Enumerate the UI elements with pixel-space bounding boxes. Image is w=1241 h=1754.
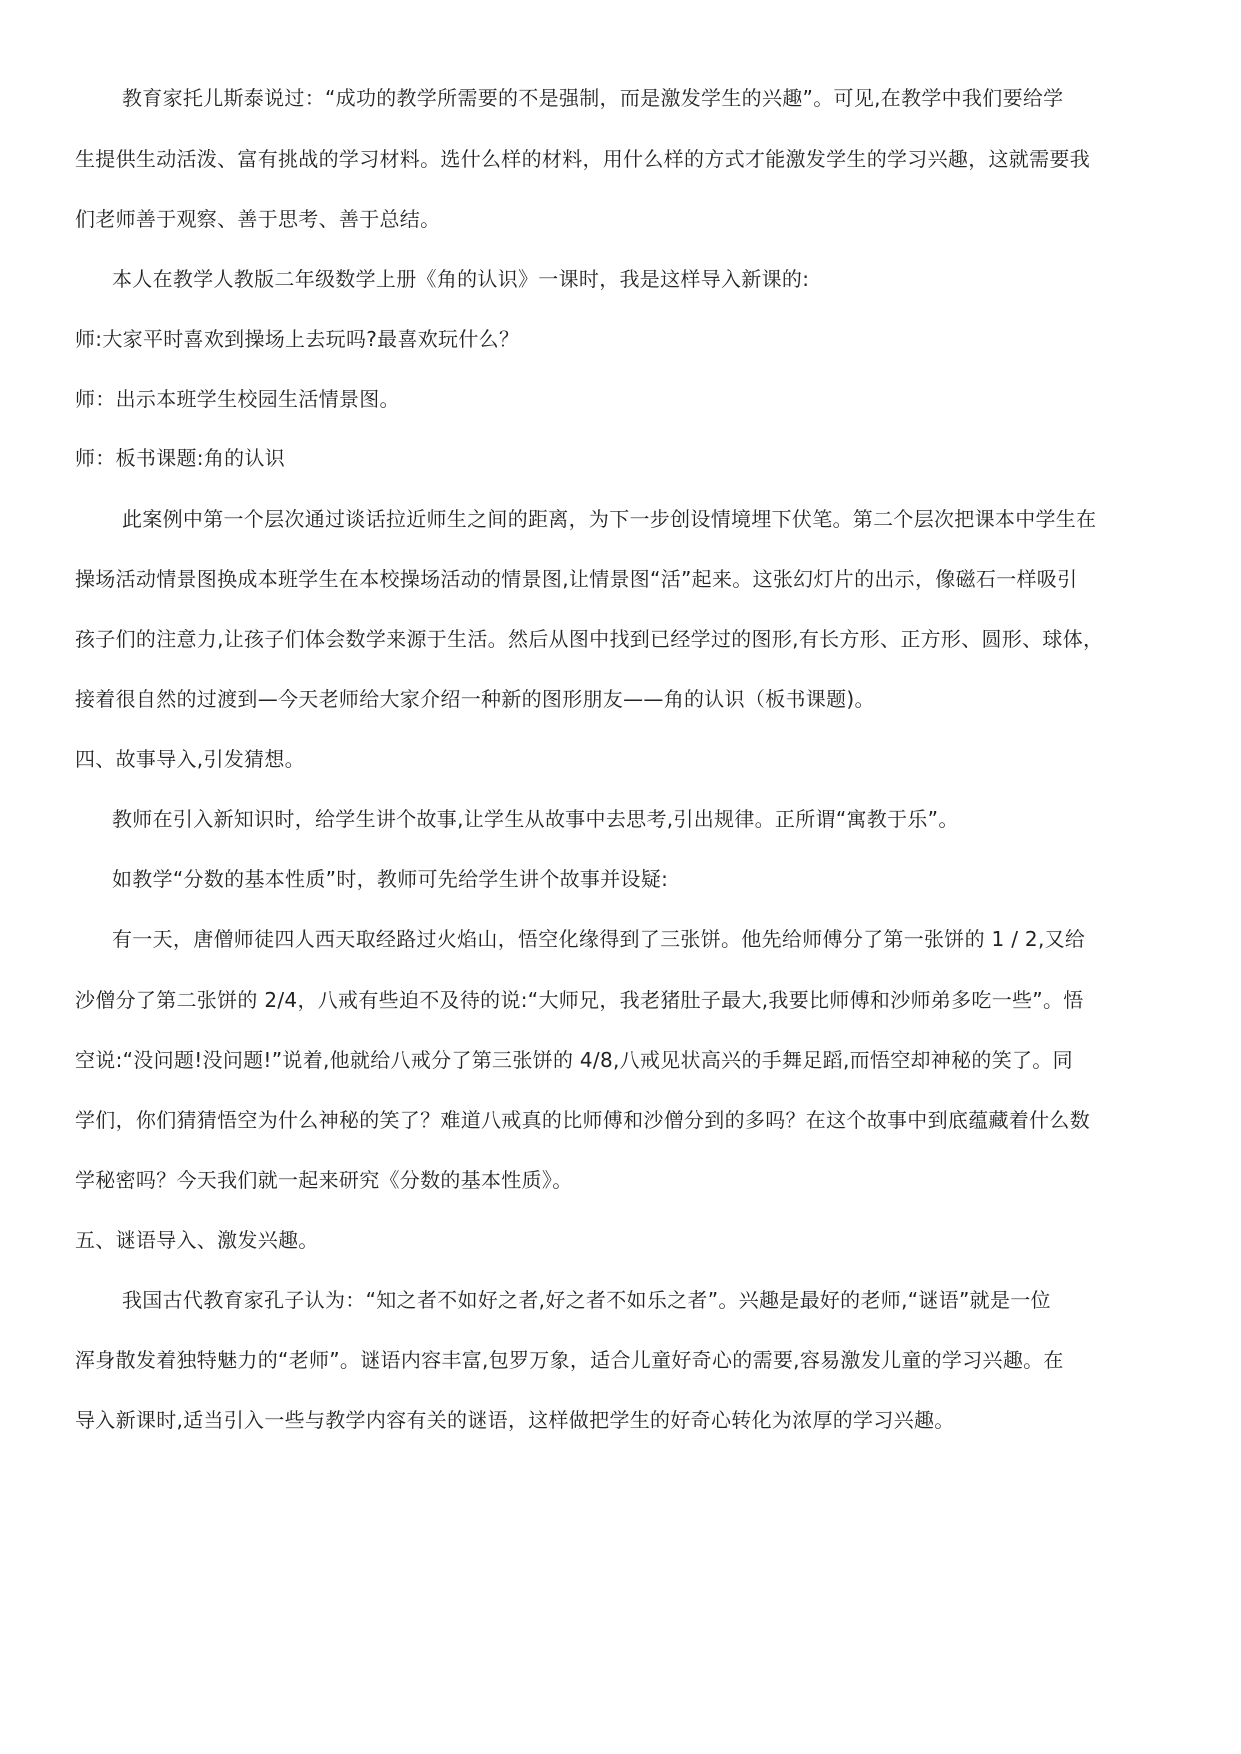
paragraph-line: 我国古代教育家孔子认为：“知之者不如好之者,好之者不如乐之者”。兴趣是最好的老师,“谜语”就是一位 [122, 1288, 1051, 1312]
paragraph-line: 师：板书课题:角的认识 [75, 446, 286, 470]
section-heading: 四、故事导入,引发猜想。 [75, 747, 305, 771]
paragraph-line: 沙僧分了第二张饼的 2/4，八戒有些迫不及待的说:“大师兄，我老猪肚子最大,我要比师傅和沙师弟多吃一些”。悟 [75, 988, 1084, 1012]
paragraph-line: 导入新课时,适当引入一些与教学内容有关的谜语，这样做把学生的好奇心转化为浓厚的学习兴趣。 [75, 1408, 955, 1432]
paragraph-line: 操场活动情景图换成本班学生在本校操场活动的情景图,让情景图“活”起来。这张幻灯片的出示，像磁石一样吸引 [75, 567, 1078, 591]
paragraph-line: 如教学“分数的基本性质”时，教师可先给学生讲个故事并设疑: [112, 867, 669, 891]
paragraph-line: 空说:“没问题!没问题!”说着,他就给八戒分了第三张饼的 4/8,八戒见状高兴的手舞足蹈,而悟空却神秘的笑了。同 [75, 1048, 1073, 1072]
paragraph-line: 孩子们的注意力,让孩子们体会数学来源于生活。然后从图中找到已经学过的图形,有长方形、正方形、圆形、球体， [75, 627, 1104, 651]
paragraph-line: 师:大家平时喜欢到操场上去玩吗?最喜欢玩什么？ [75, 327, 520, 351]
paragraph-line: 此案例中第一个层次通过谈话拉近师生之间的距离，为下一步创设情境埋下伏笔。第二个层次把课本中学生在 [122, 507, 1097, 531]
paragraph-line: 学们，你们猜猜悟空为什么神秘的笑了？难道八戒真的比师傅和沙僧分到的多吗？在这个故事中到底蕴藏着什么数 [75, 1108, 1090, 1132]
paragraph-line: 接着很自然的过渡到—今天老师给大家介绍一种新的图形朋友——角的认识（板书课题)。 [75, 687, 875, 711]
paragraph-line: 生提供生动活泼、富有挑战的学习材料。选什么样的材料，用什么样的方式才能激发学生的学习兴趣，这就需要我 [75, 147, 1090, 171]
paragraph-line: 教育家托儿斯泰说过：“成功的教学所需要的不是强制，而是激发学生的兴趣”。可见,在教学中我们要给学 [122, 86, 1064, 110]
paragraph-line: 师：出示本班学生校园生活情景图。 [75, 387, 400, 411]
paragraph-line: 学秘密吗？今天我们就一起来研究《分数的基本性质》。 [75, 1168, 573, 1192]
paragraph-line: 有一天，唐僧师徒四人西天取经路过火焰山，悟空化缘得到了三张饼。他先给师傅分了第一张饼的 1 / 2,又给 [112, 927, 1086, 951]
paragraph-line: 教师在引入新知识时，给学生讲个故事,让学生从故事中去思考,引出规律。正所谓“寓教于乐”。 [112, 807, 959, 831]
paragraph-line: 们老师善于观察、善于思考、善于总结。 [75, 207, 441, 231]
paragraph-line: 本人在教学人教版二年级数学上册《角的认识》一课时，我是这样导入新课的: [112, 267, 810, 291]
section-heading: 五、谜语导入、激发兴趣。 [75, 1228, 319, 1252]
paragraph-line: 浑身散发着独特魅力的“老师”。谜语内容丰富,包罗万象，适合儿童好奇心的需要,容易激发儿童的学习兴趣。在 [75, 1348, 1064, 1372]
